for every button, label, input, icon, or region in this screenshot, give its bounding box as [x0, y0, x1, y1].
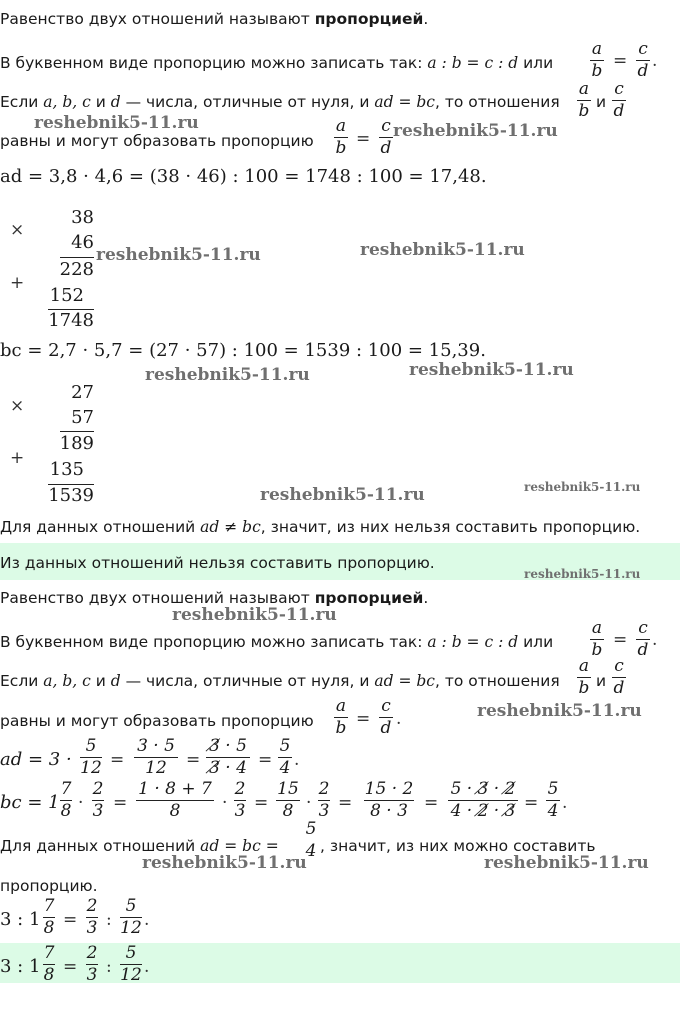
fraction-3x5-12: 3 · 5 12: [134, 737, 178, 778]
answer-highlight-2: [0, 943, 680, 983]
condition-text-1: Если a, b, c и d — числа, отличные от нуля, и ad = bc, то отношения: [0, 93, 560, 111]
ad-calculation: ad = 3,8 · 4,6 = (38 · 46) : 100 = 1748 : 100 = 17,48.: [0, 166, 487, 187]
equals-sign: =: [113, 793, 128, 813]
fraction-2-3: 2 3: [92, 779, 104, 821]
fraction-a-b: a b: [335, 696, 347, 738]
fraction-5-12: 5 12: [120, 896, 142, 938]
fraction-2-3: 2 3: [86, 943, 98, 985]
fraction-c-d: c d: [380, 696, 392, 738]
fraction-cancel-2: 5 · 3̸ · 2̸ 4 · 2̸ · 3̸: [448, 780, 518, 821]
period: .: [652, 630, 658, 650]
equals-sign: =: [613, 51, 628, 71]
fraction-mixed: 1 · 8 + 7 8: [136, 780, 214, 821]
fraction-7-8: 7 8: [43, 896, 55, 938]
fraction-cancel: 3̸ · 5 3̸ · 4: [206, 737, 250, 778]
letter-form-text-1: В буквенном виде пропорцию можно записать так: a : b = c : d или: [0, 54, 554, 72]
fraction-c-d: c d: [613, 656, 625, 698]
fraction-2-3: 2 3: [318, 779, 330, 821]
watermark: reshebnik5-11.ru: [145, 365, 310, 385]
equals-sign: =: [424, 793, 439, 813]
equals-sign: =: [63, 957, 78, 977]
fraction-c-d: c d: [380, 116, 392, 158]
fraction-7-8: 7 8: [60, 779, 72, 821]
times-sign: ×: [10, 220, 25, 240]
watermark: reshebnik5-11.ru: [142, 853, 307, 873]
fraction-7-8: 7 8: [43, 943, 55, 985]
equal-text-2: равны и могут образовать пропорцию: [0, 712, 314, 730]
equals-sign: =: [63, 910, 78, 930]
watermark: reshebnik5-11.ru: [393, 121, 558, 141]
equals-sign: =: [110, 750, 125, 770]
partial-product-1: 228: [59, 259, 94, 280]
fraction-2-3: 2 3: [234, 779, 246, 821]
fraction-a-b: a b: [591, 618, 603, 660]
dot-sign: ·: [222, 793, 228, 813]
equals-sign: =: [338, 793, 353, 813]
bc-calculation: bc = 2,7 · 5,7 = (27 · 57) : 100 = 1539 : 100 = 15,39.: [0, 340, 486, 361]
equals-sign: =: [254, 793, 269, 813]
answer-text-1: Из данных отношений нельзя составить пропорцию.: [0, 554, 435, 572]
answer-proportion-prefix: 3 : 1: [0, 956, 41, 977]
fraction-a-b: a b: [591, 39, 603, 81]
condition-text-2: Если a, b, c и d — числа, отличные от нуля, и ad = bc, то отношения: [0, 672, 560, 690]
equals-sign: =: [613, 630, 628, 650]
fraction-a-b: a b: [578, 79, 590, 121]
multiplier: 46: [71, 232, 94, 253]
multiplicand: 38: [71, 207, 94, 228]
watermark: reshebnik5-11.ru: [172, 605, 337, 625]
period: .: [144, 910, 150, 930]
watermark: reshebnik5-11.ru: [360, 240, 525, 260]
period: .: [396, 709, 402, 729]
bc-prefix: bc = 1: [0, 792, 60, 813]
proportion-prefix: 3 : 1: [0, 909, 41, 930]
fraction-c-d: c d: [613, 79, 625, 121]
plus-sign: +: [10, 448, 25, 468]
equal-text-1: равны и могут образовать пропорцию: [0, 132, 314, 150]
column-line: [60, 257, 94, 258]
equals-sign: =: [356, 709, 371, 729]
equals-sign: =: [524, 793, 539, 813]
and-word: и: [596, 93, 607, 111]
fraction-15x2-8x3: 15 · 2 8 · 3: [364, 779, 414, 821]
fraction-c-d: c d: [637, 39, 649, 81]
fraction-5-12: 5 12: [120, 943, 142, 985]
column-line: [60, 431, 94, 432]
plus-sign: +: [10, 273, 25, 293]
ad-prefix: ad = 3 ·: [0, 749, 72, 770]
fraction-15-8: 15 8: [277, 779, 299, 821]
definition-text-1: Равенство двух отношений называют пропорцией.: [0, 10, 429, 28]
times-sign: ×: [10, 396, 25, 416]
period: .: [294, 750, 300, 770]
conclusion-text-2b: , значит, из них можно составить: [320, 837, 596, 855]
fraction-a-b: a b: [578, 656, 590, 698]
partial-product-2: 135: [49, 459, 84, 480]
equals-sign: =: [186, 750, 201, 770]
conclusion-text-2a: Для данных отношений ad = bc =: [0, 837, 279, 855]
product-result: 1748: [48, 310, 94, 331]
fraction-a-b: a b: [335, 116, 347, 158]
product-result: 1539: [48, 485, 94, 506]
partial-product-1: 189: [59, 433, 94, 454]
fraction-5-4: 5 4: [279, 736, 291, 778]
colon-sign: :: [106, 957, 112, 977]
and-word: и: [596, 672, 607, 690]
fraction-5-4: 5 4: [305, 819, 317, 861]
fraction-5-4: 5 4: [547, 779, 559, 821]
period: .: [562, 793, 568, 813]
dot-sign: ·: [306, 793, 312, 813]
conclusion-text-1: Для данных отношений ad ≠ bc, значит, из них нельзя составить пропорцию.: [0, 518, 641, 536]
multiplier: 57: [71, 407, 94, 428]
watermark: reshebnik5-11.ru: [260, 485, 425, 505]
watermark: reshebnik5-11.ru: [524, 567, 641, 581]
watermark: reshebnik5-11.ru: [484, 853, 649, 873]
equals-sign: =: [356, 129, 371, 149]
fraction-2-3: 2 3: [86, 896, 98, 938]
fraction-c-d: c d: [637, 618, 649, 660]
letter-form-text-2: В буквенном виде пропорцию можно записать так: a : b = c : d или: [0, 633, 554, 651]
watermark: reshebnik5-11.ru: [96, 245, 261, 265]
partial-product-2: 152: [49, 285, 84, 306]
period: .: [652, 51, 658, 71]
multiplicand: 27: [71, 382, 94, 403]
watermark: reshebnik5-11.ru: [524, 480, 641, 494]
watermark: reshebnik5-11.ru: [409, 360, 574, 380]
equals-sign: =: [258, 750, 273, 770]
watermark: reshebnik5-11.ru: [477, 701, 642, 721]
watermark: reshebnik5-11.ru: [34, 113, 199, 133]
period: .: [144, 957, 150, 977]
fraction-5-12: 5 12: [80, 736, 102, 778]
dot-sign: ·: [78, 793, 84, 813]
conclusion-text-2c: пропорцию.: [0, 877, 98, 895]
definition-text-2: Равенство двух отношений называют пропорцией.: [0, 589, 429, 607]
colon-sign: :: [106, 910, 112, 930]
